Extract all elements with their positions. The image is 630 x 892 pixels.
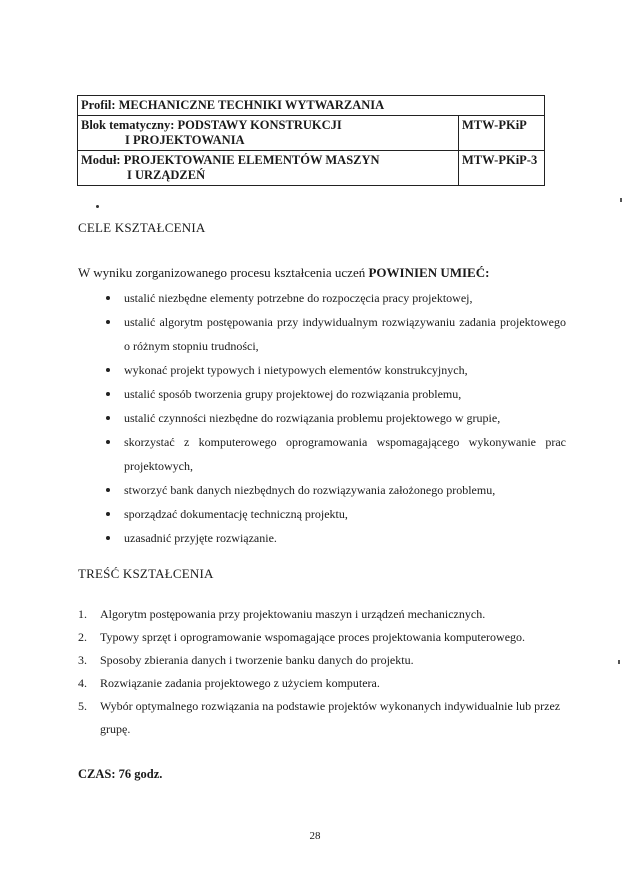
- tresc-item-number: 4.: [78, 676, 87, 690]
- cele-item-text: ustalić algorytm postępowania przy indywidualnym rozwiązywaniu zadania projektowego o różnym stopniu trudności,: [124, 315, 566, 353]
- bullet-icon: [106, 512, 110, 516]
- block-label-line2: I PROJEKTOWANIA: [125, 133, 245, 147]
- bullet-icon: [106, 440, 110, 444]
- tresc-item-number: 1.: [78, 607, 87, 621]
- bullet-icon: [106, 536, 110, 540]
- module-cell: [78, 151, 459, 186]
- margin-mark: [618, 660, 620, 664]
- cele-item-text: ustalić sposób tworzenia grupy projektowej do rozwiązania problemu,: [124, 387, 462, 401]
- block-cell: [78, 116, 459, 151]
- margin-mark: [620, 198, 622, 202]
- tresc-list: [78, 603, 566, 741]
- bullet-icon: [106, 488, 110, 492]
- cele-item-text: ustalić czynności niezbędne do rozwiązania problemu projektowego w grupie,: [124, 411, 501, 425]
- cele-item-text: skorzystać z komputerowego oprogramowania wspomagającego wykonywanie prac projektowych,: [124, 435, 566, 473]
- cele-intro: [78, 265, 489, 281]
- profile-cell: Profil: MECHANICZNE TECHNIKI WYTWARZANIA: [78, 96, 545, 116]
- cele-item-text: ustalić niezbędne elementy potrzebne do rozpoczęcia pracy projektowej,: [124, 291, 473, 305]
- tresc-item-text: Algorytm postępowania przy projektowaniu maszyn i urządzeń mechanicznych.: [100, 607, 486, 621]
- tresc-item-text: Typowy sprzęt i oprogramowanie wspomagające proces projektowania komputerowego.: [100, 630, 526, 644]
- tresc-section-title: TREŚĆ KSZTAŁCENIA: [78, 566, 214, 581]
- module-code-cell: MTW-PKiP-3: [459, 151, 545, 186]
- bullet-icon: [106, 320, 110, 324]
- cele-intro-strong: POWINIEN UMIEĆ:: [368, 265, 490, 280]
- bullet-icon: [106, 392, 110, 396]
- cele-list-item: [78, 478, 566, 502]
- tresc-item-number: 3.: [78, 653, 87, 667]
- tresc-list-item: [78, 626, 566, 649]
- cele-list-item: [78, 382, 566, 406]
- tresc-item-text: Wybór optymalnego rozwiązania na podstawie projektów wykonanych indywidualnie lub przez grupę.: [100, 699, 561, 736]
- bullet-icon: [106, 416, 110, 420]
- page-number: 28: [309, 830, 321, 842]
- tresc-item-text: Rozwiązanie zadania projektowego z użyciem komputera.: [100, 676, 380, 690]
- cele-list-item: [78, 286, 566, 310]
- cele-item-text: sporządzać dokumentację techniczną projektu,: [124, 507, 348, 521]
- tresc-list-item: [78, 695, 566, 741]
- tresc-list-item: [78, 672, 566, 695]
- bullet-icon: [106, 296, 110, 300]
- module-row: [78, 151, 545, 186]
- block-label-line1: Blok tematyczny: PODSTAWY KONSTRUKCJI: [81, 118, 342, 132]
- tresc-item-number: 2.: [78, 630, 87, 644]
- module-label-line2: I URZĄDZEŃ: [127, 168, 206, 182]
- cele-list-item: [78, 358, 566, 382]
- cele-intro-text: W wyniku zorganizowanego procesu kształcenia uczeń: [78, 265, 369, 280]
- cele-list-item: [78, 430, 566, 478]
- cele-list-item: [78, 526, 566, 550]
- cele-section-title: CELE KSZTAŁCENIA: [78, 220, 206, 235]
- profile-row: [78, 96, 545, 116]
- tresc-item-text: Sposoby zbierania danych i tworzenie banku danych do projektu.: [100, 653, 414, 667]
- tresc-item-number: 5.: [78, 699, 87, 713]
- block-row: [78, 116, 545, 151]
- stray-dot: [96, 205, 99, 208]
- bullet-icon: [106, 368, 110, 372]
- cele-list-item: [78, 502, 566, 526]
- tresc-list-item: [78, 603, 566, 626]
- block-code-cell: MTW-PKiP: [459, 116, 545, 151]
- module-label-line1: Moduł: PROJEKTOWANIE ELEMENTÓW MASZYN: [81, 153, 380, 167]
- tresc-list-item: [78, 649, 566, 672]
- cele-list-item: [78, 310, 566, 358]
- cele-item-text: uzasadnić przyjęte rozwiązanie.: [124, 531, 277, 545]
- czas-label: CZAS: 76 godz.: [78, 767, 163, 781]
- cele-item-text: wykonać projekt typowych i nietypowych elementów konstrukcyjnych,: [124, 363, 468, 377]
- cele-item-text: stworzyć bank danych niezbędnych do rozwiązywania założonego problemu,: [124, 483, 496, 497]
- cele-list-item: [78, 406, 566, 430]
- header-table: [77, 95, 545, 186]
- cele-list: [78, 286, 566, 550]
